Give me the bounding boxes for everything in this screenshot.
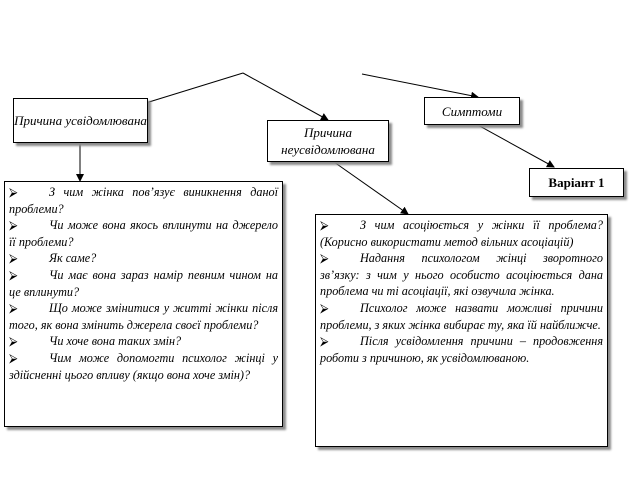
variant-node	[529, 168, 624, 197]
bullet-icon: ⮚	[9, 218, 18, 233]
conscious-cause-label: Причина усвідомлювана	[14, 113, 147, 128]
bullet-icon: ⮚	[320, 334, 329, 349]
variant-label: Варіант 1	[548, 175, 605, 190]
bullet-icon: ⮚	[9, 251, 18, 266]
list-item: ⮚ Надання психологом жінці зворотного зв’язку: з чим у нього особисто асоціюється дана проблема чи ті асоціації, які озвучила жінка.	[320, 251, 603, 299]
unconscious-cause-label: Причина неусвідомлювана	[281, 125, 375, 157]
symptoms-node	[424, 97, 520, 125]
list-item: ⮚ Чим може допомогти психолог жінці у здійсненні цього впливу (якщо вона хоче змін)?	[9, 350, 278, 382]
list-item: ⮚ Чи має вона зараз намір певним чином на це вплинути?	[9, 267, 278, 299]
list-item: ⮚ З чим асоціюється у жінки її проблема? (Корисно використати метод вільних асоціацій)	[320, 218, 603, 249]
bullet-icon: ⮚	[9, 350, 18, 365]
list-item: ⮚ Що може змінитися у житті жінки після того, як вона змінить джерела своєї проблеми?	[9, 301, 278, 332]
bullet-icon: ⮚	[320, 251, 329, 266]
symptoms-label: Симптоми	[441, 103, 503, 119]
arrow-to-unconscious-cause	[243, 73, 328, 120]
arrow-unconscious-to-list	[334, 162, 408, 214]
conscious-cause-node	[13, 98, 148, 143]
bullet-icon: ⮚	[9, 334, 18, 349]
bullet-icon: ⮚	[9, 301, 18, 316]
conscious-cause-questions	[4, 181, 283, 427]
bullet-icon: ⮚	[9, 185, 18, 199]
bullet-icon: ⮚	[320, 218, 329, 232]
unconscious-cause-node	[267, 120, 389, 162]
bullet-icon: ⮚	[9, 267, 18, 282]
unconscious-cause-steps	[315, 214, 608, 447]
list-item: ⮚ З чим жінка пов’язує виникнення даної проблеми?	[9, 185, 278, 216]
arrow-to-conscious-cause	[136, 73, 243, 106]
bullet-icon: ⮚	[320, 300, 329, 315]
list-item: ⮚ Після усвідомлення причини – продовження роботи з причиною, як усвідомлюваною.	[320, 334, 603, 365]
list-item: ⮚ Чи може вона якось вплинути на джерело її проблеми?	[9, 218, 278, 249]
list-item: ⮚ Психолог може назвати можливі причини проблеми, з яких жінка вибирає ту, яка їй найближче.	[320, 300, 603, 332]
arrow-symptoms-to-variant	[476, 124, 554, 167]
list-item: ⮚ Як саме?	[9, 251, 97, 266]
arrow-to-symptoms	[362, 74, 478, 97]
list-item: ⮚ Чи хоче вона таких змін?	[9, 334, 182, 349]
